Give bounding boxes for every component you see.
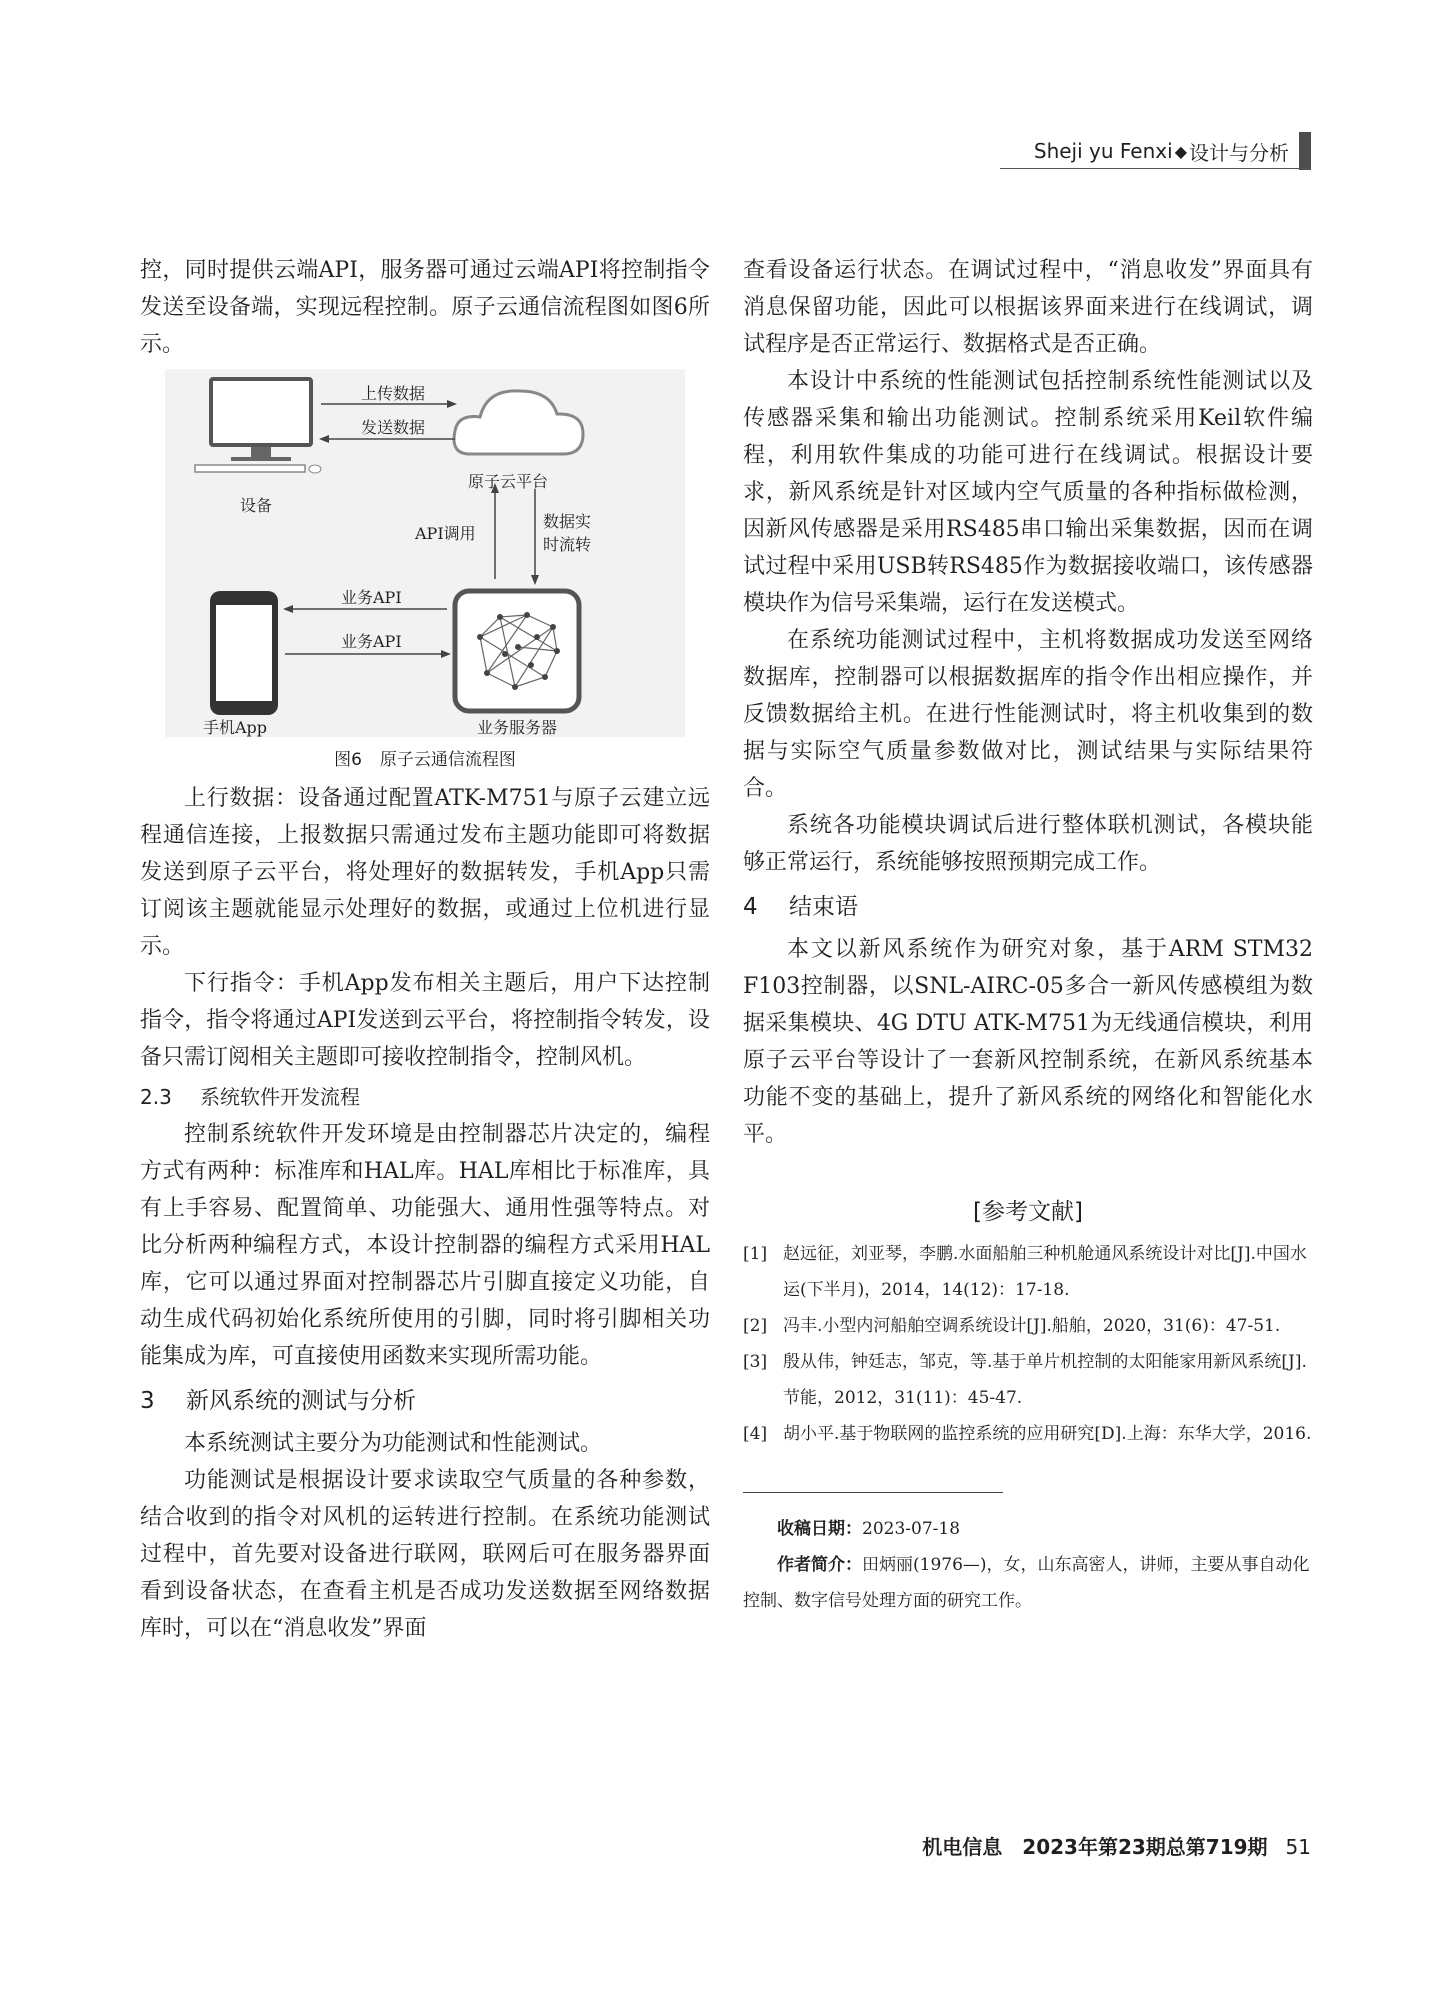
figure-title: 原子云通信流程图 [379,750,516,770]
subsection-number: 2.3 [140,1085,172,1109]
reference-text: 冯丰.小型内河船舶空调系统设计[J].船舶，2020，31(6)：47-51. [783,1316,1281,1336]
running-header [1034,133,1311,169]
footer-journal: 机电信息 2023年第23期总第719期 [922,1835,1268,1859]
author-bio [743,1547,1313,1619]
author-label: 作者简介： [777,1555,862,1575]
section-number: 3 [140,1388,155,1414]
label-send-data: 发送数据 [361,418,426,437]
page-number: 51 [1285,1835,1311,1859]
section-name: 设计与分析 [1189,140,1289,165]
received-value: 2023-07-18 [862,1519,961,1539]
reference-item [743,1416,1313,1452]
section-title: 新风系统的测试与分析 [186,1388,416,1414]
paragraph: 本文以新风系统作为研究对象，基于ARM STM32 F103控制器，以SNL-AIRC-05多合一新风传感模组为数据采集模块、4G DTU ATK-M751为无线通信模块，利用原子云平台等设计了一套新风控制系统，在新风系统基本功能不变的基础上，提升了新风系统的网络化和智能化水平。 [743,937,1313,1147]
paragraph: 本设计中系统的性能测试包括控制系统性能测试以及传感器采集和输出功能测试。控制系统采用Keil软件编程，利用软件集成的功能可进行在线调试。根据设计要求，新风系统是针对区域内空气质量的各种指标做检测，因新风传感器是采用RS485串口输出采集数据，因而在调试过程中采用USB转RS485作为数据接收端口，该传感器模块作为信号采集端，运行在发送模式。 [743,369,1313,616]
left-column [140,252,710,1647]
label-business-api-bottom: 业务API [341,632,402,651]
page-footer [922,1831,1311,1860]
journal-pinyin: Sheji yu Fenxi [1033,139,1173,163]
paragraph: 在系统功能测试过程中，主机将数据成功发送至网络数据库，控制器可以根据数据库的指令作出相应操作，并反馈数据给主机。在进行性能测试时，将主机收集到的数据与实际空气质量参数做对比，测试结果与实际结果符合。 [743,628,1313,801]
reference-index: [1] [743,1244,768,1264]
received-date [743,1511,1313,1547]
label-realtime-2: 时流转 [543,535,592,554]
header-rule [1000,168,1311,169]
header-bar [1299,132,1311,170]
label-realtime-1: 数据实 [543,512,592,531]
reference-text: 胡小平.基于物联网的监控系统的应用研究[D].上海：东华大学，2016. [783,1424,1312,1444]
figure-caption [140,745,710,770]
label-device: 设备 [240,496,273,515]
section-number: 4 [743,894,758,920]
figure-number: 图6 [334,750,362,770]
paragraph: 控制系统软件开发环境是由控制器芯片决定的，编程方式有两种：标准库和HAL库。HAL库相比于标准库，具有上手容易、配置简单、功能强大、通用性强等特点。对比分析两种编程方式，本设计控制器的编程方式采用HAL库，它可以通过界面对控制器芯片引脚直接定义功能，自动生成代码初始化系统所使用的引脚，同时将引脚相关功能集成为库，可直接使用函数来实现所需功能。 [140,1122,710,1369]
paragraph: 控，同时提供云端API，服务器可通过云端API将控制指令发送至设备端，实现远程控制。原子云通信流程图如图6所示。 [140,258,710,357]
label-cloud-platform: 原子云平台 [468,472,549,491]
subsection-heading [140,1080,710,1114]
reference-item [743,1308,1313,1344]
paragraph: 上行数据：设备通过配置ATK-M751与原子云建立远程通信连接，上报数据只需通过发布主题功能即可将数据发送到原子云平台，将处理好的数据转发，手机App只需订阅该主题就能显示处理好的数据，或通过上位机进行显示。 [140,786,710,959]
references-title: [参考文献] [973,1199,1083,1225]
label-api-call: API调用 [415,524,476,543]
section-heading [140,1383,710,1419]
diamond-icon: ◆ [1174,141,1187,161]
label-business-server: 业务服务器 [477,718,558,737]
section-heading [743,889,1313,925]
paragraph: 功能测试是根据设计要求读取空气质量的各种参数，结合收到的指令对风机的运转进行控制。在系统功能测试过程中，首先要对设备进行联网，联网后可在服务器界面看到设备状态，在查看主机是否成功发送数据至网络数据库时，可以在“消息收发”界面 [140,1468,710,1641]
paragraph: 查看设备运行状态。在调试过程中，“消息收发”界面具有消息保留功能，因此可以根据该界面来进行在线调试，调试程序是否正常运行、数据格式是否正确。 [743,258,1313,357]
reference-text: 殷从伟，钟廷志，邹克，等.基于单片机控制的太阳能家用新风系统[J].节能，2012，31(11)：45-47. [783,1352,1307,1408]
reference-item [743,1344,1313,1416]
reference-index: [4] [743,1424,768,1444]
paragraph: 本系统测试主要分为功能测试和性能测试。 [184,1431,603,1456]
received-label: 收稿日期： [777,1519,862,1539]
section-title: 结束语 [789,894,858,920]
label-business-api-top: 业务API [341,588,402,607]
paragraph: 系统各功能模块调试后进行整体联机测试，各模块能够正常运行，系统能够按照预期完成工作。 [743,813,1313,875]
label-upload-data: 上传数据 [361,384,426,403]
footnote-rule [743,1492,1003,1493]
paragraph: 下行指令：手机App发布相关主题后，用户下达控制指令，指令将通过API发送到云平台，将控制指令转发，设备只需订阅相关主题即可接收控制指令，控制风机。 [140,971,710,1070]
reference-item [743,1236,1313,1308]
author-value: 田炳丽(1976—)，女，山东高密人，讲师，主要从事自动化控制、数字信号处理方面的研究工作。 [743,1555,1310,1611]
figure-6 [165,369,685,737]
label-mobile-app: 手机App [203,718,268,737]
reference-text: 赵远征，刘亚琴，李鹏.水面船舶三种机舱通风系统设计对比[J].中国水运(下半月)，2014，14(12)：17-18. [783,1244,1307,1300]
reference-index: [3] [743,1352,768,1372]
right-column [743,252,1313,1619]
reference-index: [2] [743,1316,768,1336]
subsection-title: 系统软件开发流程 [200,1085,360,1109]
